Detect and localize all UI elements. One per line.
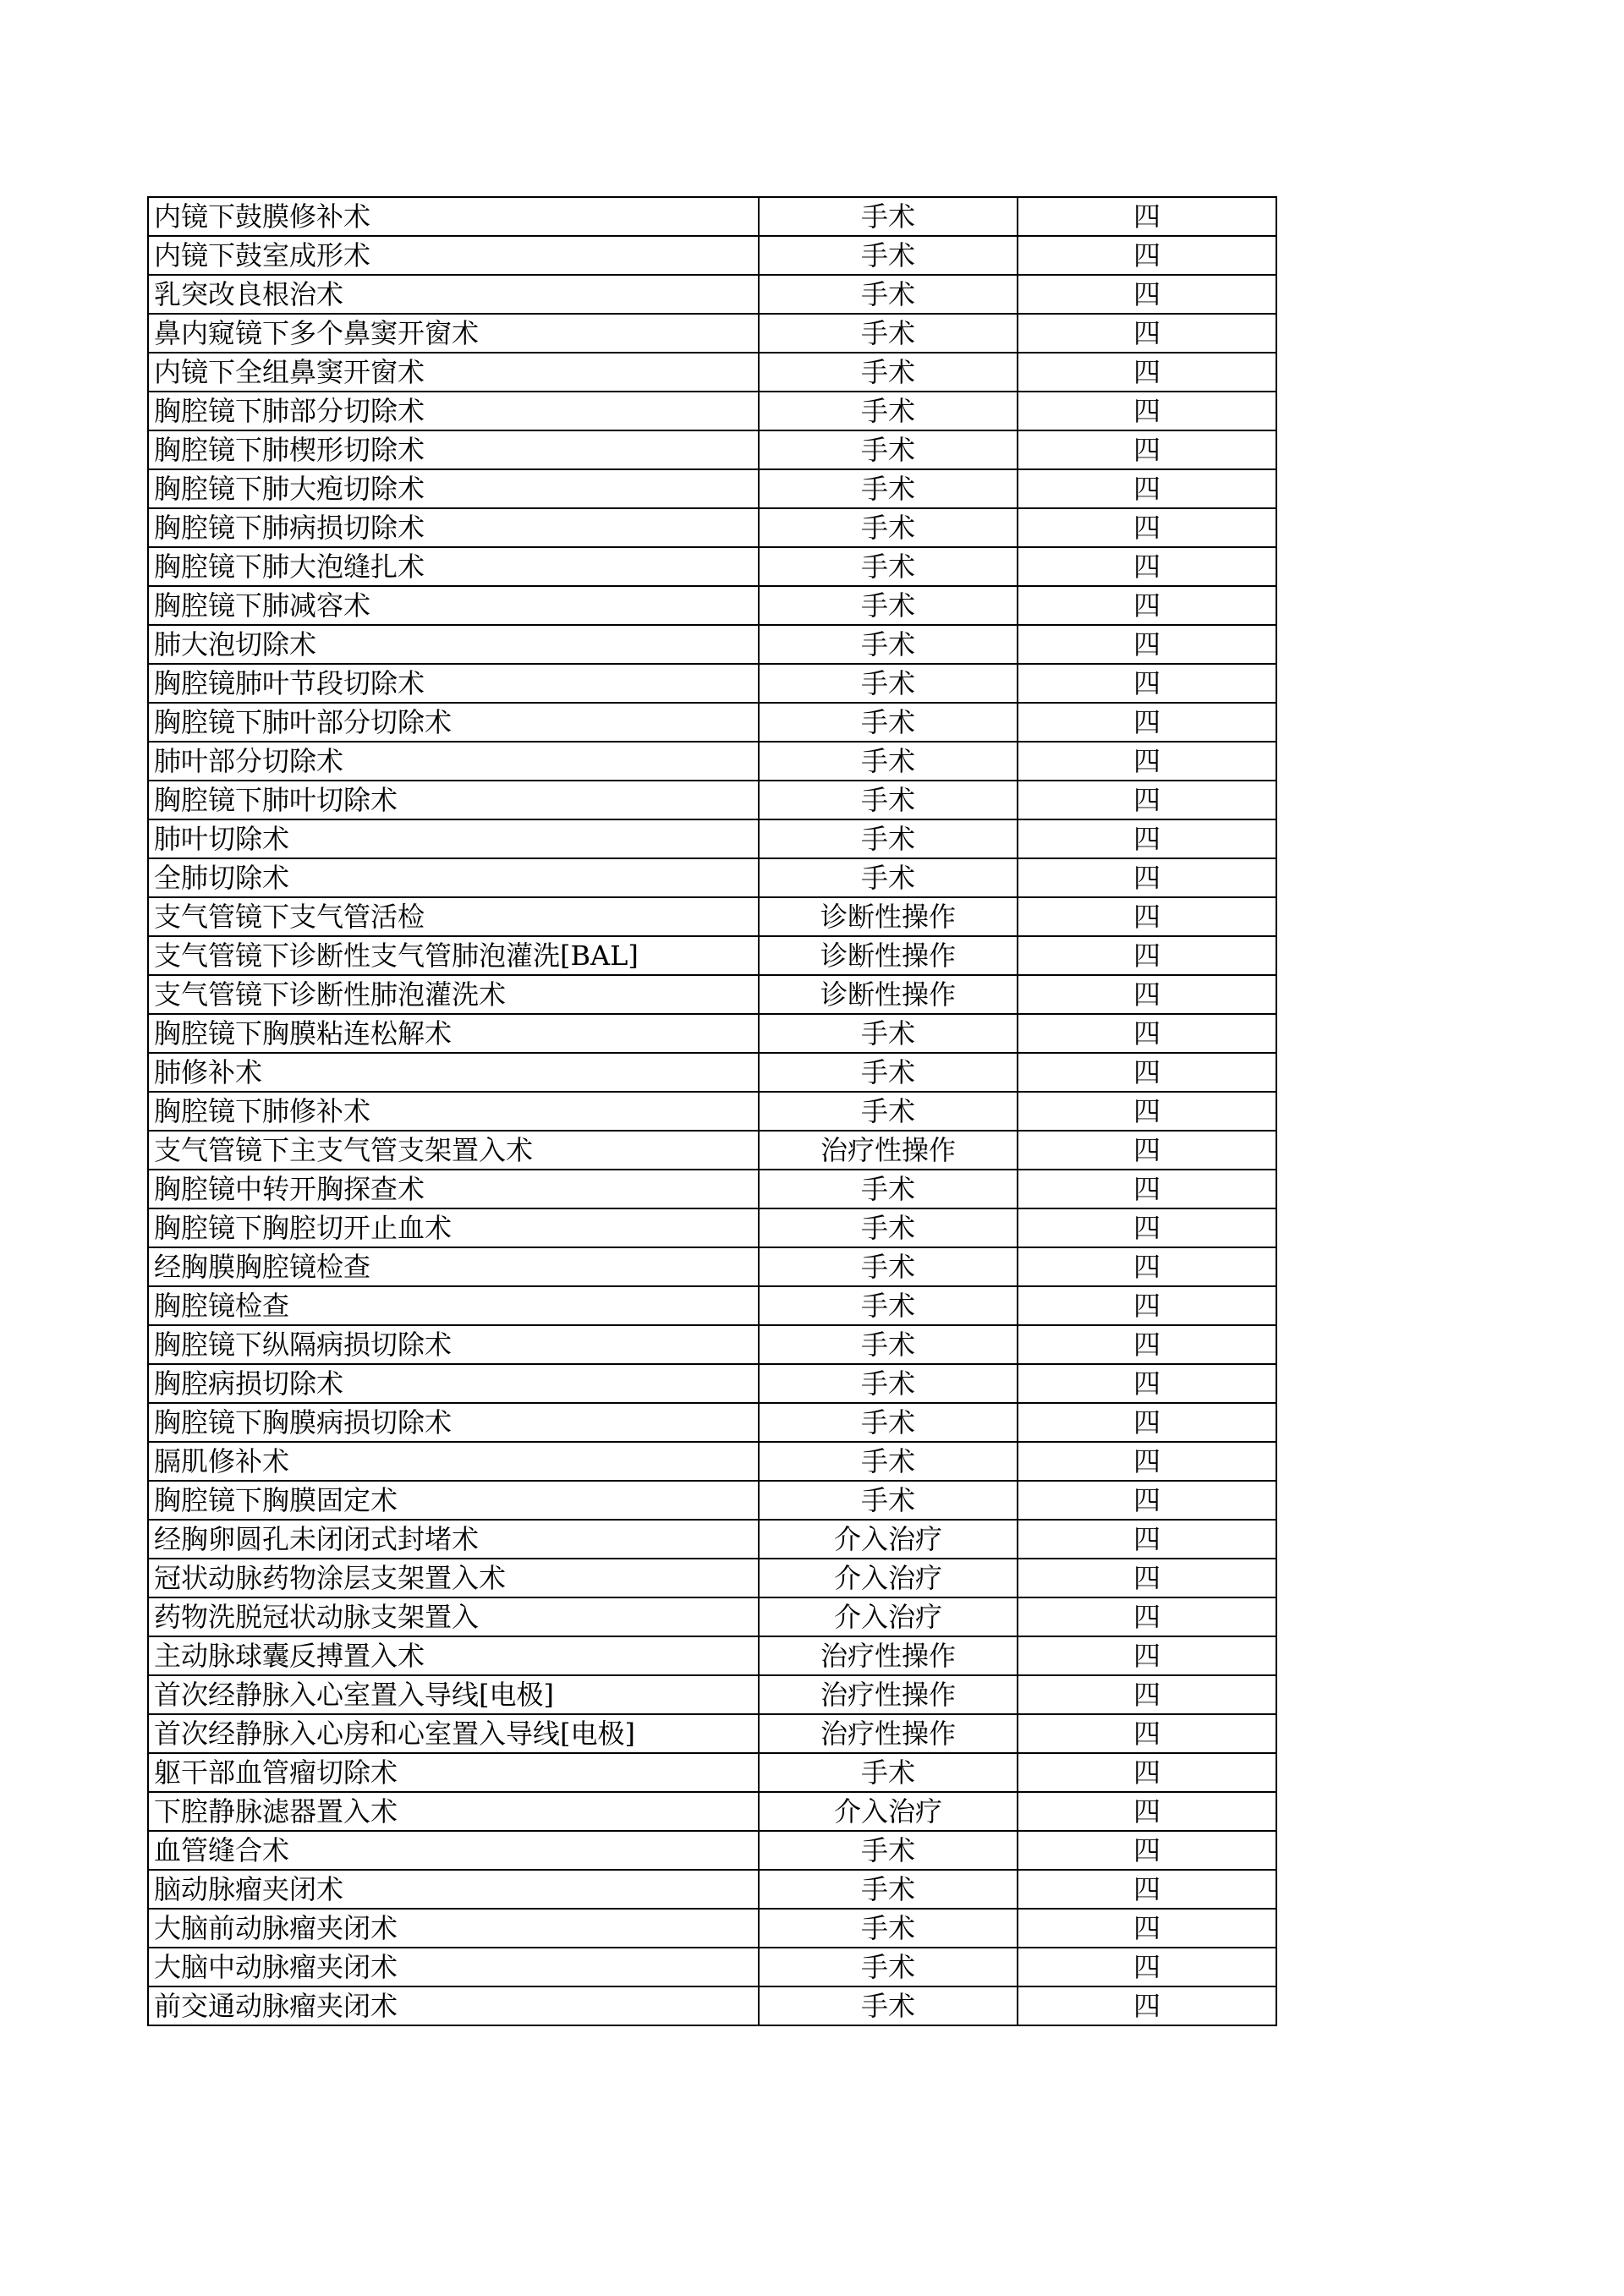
table-row: [148, 1714, 1276, 1753]
procedure-name-cell: 首次经静脉入心房和心室置入导线[电极]: [148, 1714, 759, 1753]
procedure-grade-cell: 四: [1018, 275, 1276, 314]
procedure-table: [147, 196, 1277, 2026]
table-row: [148, 975, 1276, 1014]
procedure-name-cell: 胸腔镜下肺减容术: [148, 586, 759, 625]
procedure-type-cell: 手术: [759, 469, 1018, 508]
procedure-grade-cell: 四: [1018, 1520, 1276, 1559]
table-row: [148, 1053, 1276, 1092]
procedure-type-cell: 手术: [759, 1092, 1018, 1131]
table-row: [148, 1325, 1276, 1364]
procedure-type-cell: 手术: [759, 508, 1018, 547]
procedure-name-cell: 药物洗脱冠状动脉支架置入: [148, 1597, 759, 1636]
procedure-grade-cell: 四: [1018, 1131, 1276, 1170]
table-row: [148, 858, 1276, 897]
procedure-type-cell: 手术: [759, 781, 1018, 819]
procedure-type-cell: 手术: [759, 1948, 1018, 1986]
procedure-name-cell: 肺叶切除术: [148, 819, 759, 858]
procedure-grade-cell: 四: [1018, 975, 1276, 1014]
table-row: [148, 1909, 1276, 1948]
table-row: [148, 392, 1276, 430]
table-row: [148, 819, 1276, 858]
procedure-name-cell: 胸腔镜下肺大疱切除术: [148, 469, 759, 508]
procedure-name-cell: 内镜下全组鼻窦开窗术: [148, 353, 759, 392]
procedure-grade-cell: 四: [1018, 1481, 1276, 1520]
procedure-type-cell: 手术: [759, 547, 1018, 586]
procedure-type-cell: 手术: [759, 1325, 1018, 1364]
procedure-type-cell: 手术: [759, 819, 1018, 858]
procedure-grade-cell: 四: [1018, 936, 1276, 975]
procedure-type-cell: 手术: [759, 664, 1018, 703]
table-row: [148, 625, 1276, 664]
table-row: [148, 1403, 1276, 1442]
table-row: [148, 703, 1276, 742]
procedure-name-cell: 内镜下鼓膜修补术: [148, 197, 759, 236]
procedure-type-cell: 治疗性操作: [759, 1714, 1018, 1753]
table-row: [148, 197, 1276, 236]
table-row: [148, 1559, 1276, 1597]
procedure-grade-cell: 四: [1018, 236, 1276, 275]
table-row: [148, 781, 1276, 819]
procedure-type-cell: 手术: [759, 703, 1018, 742]
procedure-grade-cell: 四: [1018, 819, 1276, 858]
procedure-grade-cell: 四: [1018, 1092, 1276, 1131]
table-row: [148, 1208, 1276, 1247]
procedure-type-cell: 手术: [759, 236, 1018, 275]
procedure-grade-cell: 四: [1018, 1675, 1276, 1714]
procedure-type-cell: 介入治疗: [759, 1792, 1018, 1831]
procedure-name-cell: 胸腔镜下肺修补术: [148, 1092, 759, 1131]
procedure-type-cell: 手术: [759, 1364, 1018, 1403]
table-row: [148, 936, 1276, 975]
procedure-grade-cell: 四: [1018, 1442, 1276, 1481]
procedure-grade-cell: 四: [1018, 1792, 1276, 1831]
procedure-name-cell: 胸腔镜下胸腔切开止血术: [148, 1208, 759, 1247]
table-row: [148, 1753, 1276, 1792]
procedure-grade-cell: 四: [1018, 1014, 1276, 1053]
procedure-name-cell: 肺大泡切除术: [148, 625, 759, 664]
table-row: [148, 1092, 1276, 1131]
procedure-grade-cell: 四: [1018, 897, 1276, 936]
procedure-name-cell: 全肺切除术: [148, 858, 759, 897]
procedure-name-cell: 血管缝合术: [148, 1831, 759, 1870]
procedure-grade-cell: 四: [1018, 469, 1276, 508]
table-row: [148, 508, 1276, 547]
procedure-type-cell: 手术: [759, 1986, 1018, 2025]
procedure-grade-cell: 四: [1018, 197, 1276, 236]
procedure-name-cell: 胸腔镜下肺部分切除术: [148, 392, 759, 430]
procedure-name-cell: 乳突改良根治术: [148, 275, 759, 314]
procedure-type-cell: 手术: [759, 1014, 1018, 1053]
procedure-name-cell: 胸腔镜下胸膜粘连松解术: [148, 1014, 759, 1053]
procedure-name-cell: 胸腔镜肺叶节段切除术: [148, 664, 759, 703]
procedure-type-cell: 手术: [759, 430, 1018, 469]
table-row: [148, 353, 1276, 392]
table-row: [148, 1286, 1276, 1325]
procedure-type-cell: 手术: [759, 1247, 1018, 1286]
procedure-type-cell: 手术: [759, 392, 1018, 430]
procedure-grade-cell: 四: [1018, 1714, 1276, 1753]
procedure-grade-cell: 四: [1018, 508, 1276, 547]
procedure-name-cell: 大脑中动脉瘤夹闭术: [148, 1948, 759, 1986]
procedure-type-cell: 手术: [759, 1170, 1018, 1208]
procedure-grade-cell: 四: [1018, 1286, 1276, 1325]
table-row: [148, 664, 1276, 703]
procedure-name-cell: 胸腔镜检查: [148, 1286, 759, 1325]
table-row: [148, 586, 1276, 625]
table-row: [148, 1986, 1276, 2025]
table-row: [148, 1792, 1276, 1831]
procedure-grade-cell: 四: [1018, 781, 1276, 819]
table-row: [148, 469, 1276, 508]
table-row: [148, 1247, 1276, 1286]
procedure-name-cell: 主动脉球囊反搏置入术: [148, 1636, 759, 1675]
procedure-grade-cell: 四: [1018, 392, 1276, 430]
procedure-name-cell: 胸腔病损切除术: [148, 1364, 759, 1403]
procedure-type-cell: 手术: [759, 1870, 1018, 1909]
procedure-grade-cell: 四: [1018, 625, 1276, 664]
procedure-name-cell: 膈肌修补术: [148, 1442, 759, 1481]
procedure-name-cell: 鼻内窥镜下多个鼻窦开窗术: [148, 314, 759, 353]
procedure-type-cell: 手术: [759, 197, 1018, 236]
procedure-name-cell: 大脑前动脉瘤夹闭术: [148, 1909, 759, 1948]
procedure-type-cell: 手术: [759, 1286, 1018, 1325]
table-row: [148, 275, 1276, 314]
procedure-name-cell: 胸腔镜下胸膜固定术: [148, 1481, 759, 1520]
procedure-grade-cell: 四: [1018, 430, 1276, 469]
table-body: [148, 197, 1276, 2025]
procedure-name-cell: 内镜下鼓室成形术: [148, 236, 759, 275]
procedure-grade-cell: 四: [1018, 547, 1276, 586]
procedure-type-cell: 治疗性操作: [759, 1636, 1018, 1675]
procedure-name-cell: 胸腔镜下肺叶部分切除术: [148, 703, 759, 742]
procedure-grade-cell: 四: [1018, 1909, 1276, 1948]
procedure-grade-cell: 四: [1018, 703, 1276, 742]
procedure-type-cell: 手术: [759, 314, 1018, 353]
procedure-type-cell: 诊断性操作: [759, 897, 1018, 936]
procedure-type-cell: 手术: [759, 353, 1018, 392]
procedure-grade-cell: 四: [1018, 1597, 1276, 1636]
procedure-name-cell: 胸腔镜下胸膜病损切除术: [148, 1403, 759, 1442]
procedure-grade-cell: 四: [1018, 1948, 1276, 1986]
procedure-grade-cell: 四: [1018, 1986, 1276, 2025]
procedure-grade-cell: 四: [1018, 353, 1276, 392]
procedure-grade-cell: 四: [1018, 1636, 1276, 1675]
procedure-name-cell: 胸腔镜下肺病损切除术: [148, 508, 759, 547]
procedure-name-cell: 胸腔镜下肺叶切除术: [148, 781, 759, 819]
procedure-type-cell: 手术: [759, 1442, 1018, 1481]
procedure-type-cell: 手术: [759, 1481, 1018, 1520]
procedure-name-cell: 前交通动脉瘤夹闭术: [148, 1986, 759, 2025]
procedure-grade-cell: 四: [1018, 1208, 1276, 1247]
procedure-type-cell: 手术: [759, 625, 1018, 664]
procedure-grade-cell: 四: [1018, 1559, 1276, 1597]
procedure-grade-cell: 四: [1018, 858, 1276, 897]
procedure-type-cell: 手术: [759, 1909, 1018, 1948]
procedure-type-cell: 治疗性操作: [759, 1675, 1018, 1714]
procedure-grade-cell: 四: [1018, 742, 1276, 781]
procedure-name-cell: 肺叶部分切除术: [148, 742, 759, 781]
procedure-type-cell: 手术: [759, 275, 1018, 314]
procedure-grade-cell: 四: [1018, 1403, 1276, 1442]
procedure-grade-cell: 四: [1018, 1325, 1276, 1364]
procedure-grade-cell: 四: [1018, 1870, 1276, 1909]
procedure-type-cell: 诊断性操作: [759, 936, 1018, 975]
table-row: [148, 1675, 1276, 1714]
table-row: [148, 1948, 1276, 1986]
procedure-type-cell: 介入治疗: [759, 1597, 1018, 1636]
table-row: [148, 314, 1276, 353]
procedure-type-cell: 手术: [759, 858, 1018, 897]
table-row: [148, 236, 1276, 275]
procedure-name-cell: 支气管镜下支气管活检: [148, 897, 759, 936]
procedure-type-cell: 治疗性操作: [759, 1131, 1018, 1170]
table-row: [148, 1870, 1276, 1909]
procedure-name-cell: 脑动脉瘤夹闭术: [148, 1870, 759, 1909]
procedure-grade-cell: 四: [1018, 1053, 1276, 1092]
table-row: [148, 430, 1276, 469]
procedure-name-cell: 胸腔镜下纵隔病损切除术: [148, 1325, 759, 1364]
procedure-name-cell: 躯干部血管瘤切除术: [148, 1753, 759, 1792]
procedure-name-cell: 冠状动脉药物涂层支架置入术: [148, 1559, 759, 1597]
procedure-grade-cell: 四: [1018, 1170, 1276, 1208]
table-row: [148, 897, 1276, 936]
procedure-grade-cell: 四: [1018, 314, 1276, 353]
procedure-type-cell: 手术: [759, 1053, 1018, 1092]
procedure-grade-cell: 四: [1018, 1247, 1276, 1286]
procedure-grade-cell: 四: [1018, 1753, 1276, 1792]
procedure-type-cell: 诊断性操作: [759, 975, 1018, 1014]
procedure-type-cell: 介入治疗: [759, 1520, 1018, 1559]
procedure-name-cell: 肺修补术: [148, 1053, 759, 1092]
procedure-type-cell: 手术: [759, 742, 1018, 781]
procedure-name-cell: 胸腔镜中转开胸探查术: [148, 1170, 759, 1208]
table-row: [148, 1014, 1276, 1053]
procedure-type-cell: 手术: [759, 1753, 1018, 1792]
procedure-type-cell: 手术: [759, 1831, 1018, 1870]
table-row: [148, 1442, 1276, 1481]
procedure-grade-cell: 四: [1018, 586, 1276, 625]
procedure-type-cell: 手术: [759, 1403, 1018, 1442]
procedure-name-cell: 胸腔镜下肺大泡缝扎术: [148, 547, 759, 586]
procedure-name-cell: 经胸卵圆孔未闭闭式封堵术: [148, 1520, 759, 1559]
procedure-name-cell: 支气管镜下主支气管支架置入术: [148, 1131, 759, 1170]
table-row: [148, 742, 1276, 781]
table-row: [148, 547, 1276, 586]
procedure-grade-cell: 四: [1018, 1831, 1276, 1870]
table-row: [148, 1520, 1276, 1559]
procedure-grade-cell: 四: [1018, 1364, 1276, 1403]
procedure-grade-cell: 四: [1018, 664, 1276, 703]
procedure-name-cell: 经胸膜胸腔镜检查: [148, 1247, 759, 1286]
table-row: [148, 1364, 1276, 1403]
procedure-name-cell: 支气管镜下诊断性肺泡灌洗术: [148, 975, 759, 1014]
procedure-name-cell: 下腔静脉滤器置入术: [148, 1792, 759, 1831]
procedure-name-cell: 首次经静脉入心室置入导线[电极]: [148, 1675, 759, 1714]
procedure-type-cell: 手术: [759, 586, 1018, 625]
procedure-type-cell: 介入治疗: [759, 1559, 1018, 1597]
procedure-type-cell: 手术: [759, 1208, 1018, 1247]
table-row: [148, 1597, 1276, 1636]
table-row: [148, 1170, 1276, 1208]
table-row: [148, 1131, 1276, 1170]
table-row: [148, 1481, 1276, 1520]
procedure-name-cell: 胸腔镜下肺楔形切除术: [148, 430, 759, 469]
procedure-name-cell: 支气管镜下诊断性支气管肺泡灌洗[BAL]: [148, 936, 759, 975]
table-row: [148, 1831, 1276, 1870]
table-row: [148, 1636, 1276, 1675]
